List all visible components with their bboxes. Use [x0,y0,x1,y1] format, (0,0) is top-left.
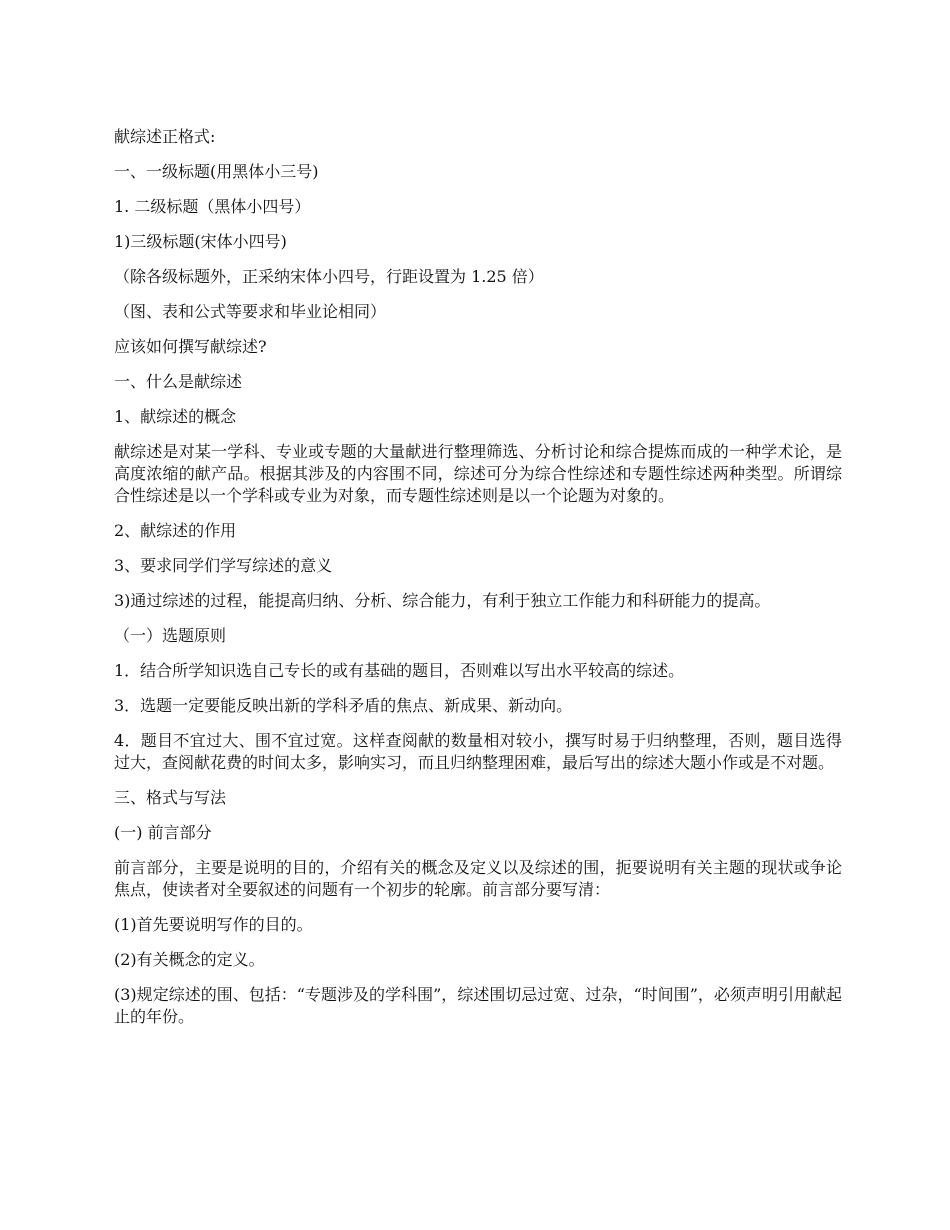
doc-list-definition: (2)有关概念的定义。 [114,950,265,969]
doc-heading-significance: 3、要求同学们学写综述的意义 [114,556,333,575]
doc-paragraph-concept: 献综述是对某一学科、专业或专题的大量献进行整理筛选、分析讨论和综合提炼而成的一种学术论，是高度浓缩的献产品。根据其涉及的内容围不同，综述可分为综合性综述和专题性综述两种类型。所谓综合性综述是以一个学科或专业为对象，而专题性综述则是以一个论题为对象的。 [114,442,842,505]
doc-heading-format-writing: 三、格式与写法 [114,788,227,807]
doc-list-item-3: 3．选题一定要能反映出新的学科矛盾的焦点、新成果、新动向。 [114,696,573,715]
doc-heading-what-is: 一、什么是献综述 [114,372,243,391]
doc-line-level2-heading: 1. 二级标题（黑体小四号） [114,197,311,216]
document-page [114,126,842,1041]
doc-line-body-font-note: （除各级标题外，正采纳宋体小四号，行距设置为 1.25 倍） [114,267,544,286]
doc-heading-format: 献综述正格式: [114,127,216,146]
doc-list-purpose: (1)首先要说明写作的目的。 [114,915,313,934]
doc-list-item-4: 4．题目不宜过大、围不宜过宽。这样查阅献的数量相对较小，撰写时易于归纳整理，否则，题目选得过大，查阅献花费的时间太多，影响实习，而且归纳整理困难，最后写出的综述大题小作或是不对题。 [114,731,842,772]
doc-heading-role: 2、献综述的作用 [114,521,237,540]
doc-heading-topic-principles: （一）选题原则 [114,626,227,645]
doc-paragraph-preface: 前言部分，主要是说明的目的，介绍有关的概念及定义以及综述的围，扼要说明有关主题的现状或争论焦点，使读者对全要叙述的问题有一个初步的轮廓。前言部分要写清： [114,858,842,899]
doc-line-figure-note: （图、表和公式等要求和毕业论相同） [114,302,387,321]
doc-heading-concept: 1、献综述的概念 [114,407,237,426]
doc-line-level3-heading: 1)三级标题(宋体小四号) [114,232,287,251]
doc-line-level1-heading: 一、一级标题(用黑体小三号) [114,162,319,181]
doc-heading-how-to-write: 应该如何撰写献综述? [114,337,267,356]
doc-heading-preface: (一) 前言部分 [114,823,212,842]
doc-paragraph-ability: 3)通过综述的过程，能提高归纳、分析、综合能力，有利于独立工作能力和科研能力的提高。 [114,591,771,610]
doc-list-item-1: 1．结合所学知识选自己专长的或有基础的题目，否则难以写出水平较高的综述。 [114,661,685,680]
doc-list-scope: (3)规定综述的围、包括：“专题涉及的学科围”，综述围切忌过宽、过杂，“时间围”，必须声明引用献起止的年份。 [114,985,842,1026]
